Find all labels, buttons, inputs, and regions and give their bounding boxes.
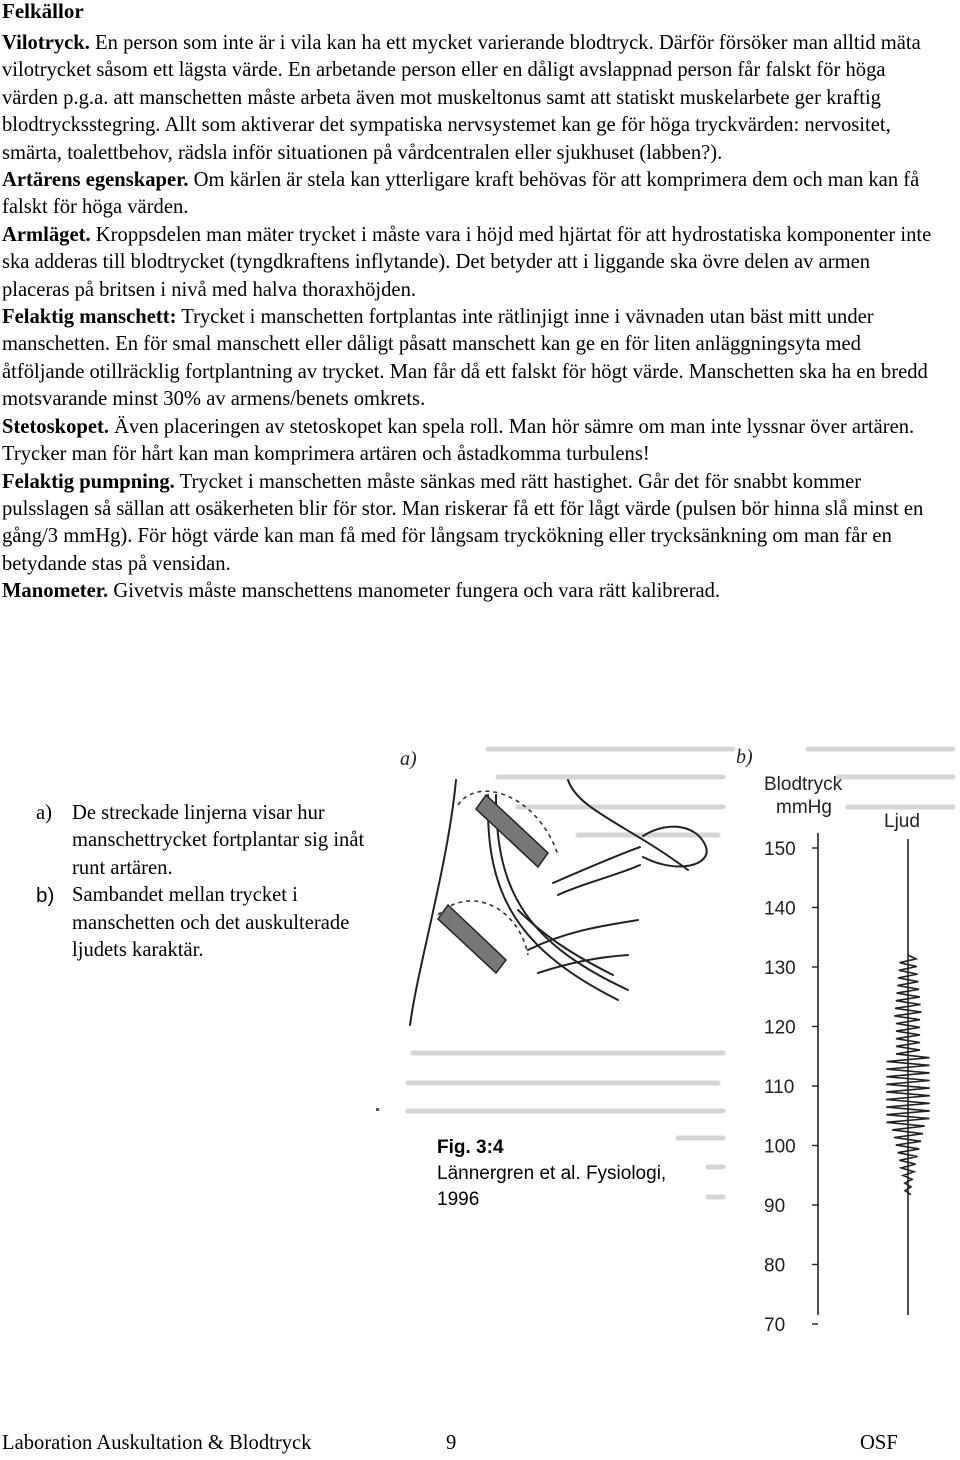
paragraph-body: Även placeringen av stetoskopet kan spela roll. Man hör sämre om man inte lyssnar över artären. Trycker man för hårt kan man komprimera artären och åstadkomma turbulens!: [2, 415, 915, 466]
paragraph-title: Vilotryck.: [2, 32, 90, 54]
paragraph-stetoskopet: [2, 414, 942, 469]
arm-illustration: [410, 780, 707, 1025]
caption-text: Sambandet mellan trycket i manschetten och det auskulterade ljudets karaktär.: [72, 884, 350, 962]
figure-captions: [36, 800, 366, 964]
paragraph-body: Trycket i manschetten måste sänkas med rätt hastighet. Går det för snabbt kommer pulsslagen så sällan att osäkerheten blir för stor. Man riskerar få ett för lågt värde (pulsen bör hinna slå minst en gång/3 mmHg). För högt värde kan man få med för långsam tryckökning eller trycksänkning om man får en betydande stas på vensidan.: [2, 470, 924, 575]
paragraph-title: Felaktig pumpning.: [2, 470, 175, 493]
paragraph-artarens-egenskaper: [2, 167, 942, 222]
paragraph-title: Armläget.: [2, 223, 91, 246]
paragraph-body: Trycket i manschetten fortplantas inte rätlinjigt inne i vävnaden utan bäst mitt under manschetten. En för smal manschett eller dåligt påsatt manschett kan ge en för liten anläggningsyta med åtföljande otillräcklig fortplantning av trycket. Man får då ett falskt för högt värde. Manschetten ska ha en bredd motsvarande minst 30% av armens/benets omkrets.: [2, 306, 928, 411]
y-axis-unit: mmHg: [776, 797, 832, 818]
tick-label: 120: [764, 1017, 796, 1039]
paragraph-armlaget: [2, 222, 942, 304]
caption-a: [36, 800, 366, 882]
panel-a-label: a): [400, 748, 417, 770]
paragraph-body: Kroppsdelen man mäter trycket i måste vara i höjd med hjärtat för att hydrostatiska komponenter inte ska adderas till blodtrycket (tyngdkraftens inflytande). Det betyder att i liggande ska övre delen av armen placeras på britsen i nivå med halva thoraxhöjden.: [2, 223, 932, 301]
paragraph-title: Manometer.: [2, 580, 109, 603]
figure-credit: [437, 1135, 666, 1213]
tick-label: 140: [764, 898, 796, 920]
tick-label: 90: [764, 1196, 786, 1217]
y-axis-title: Blodtryck: [764, 774, 843, 795]
sound-waveform: [886, 955, 930, 1194]
footer-title: Laboration Auskultation & Blodtryck: [2, 1432, 312, 1454]
figure-source: Lännergren et al. Fysiologi,: [437, 1163, 667, 1184]
paragraph-felaktig-pumpning: [2, 469, 942, 579]
paragraph-title: Stetoskopet.: [2, 415, 109, 438]
paragraph-manometer: [2, 578, 942, 605]
tick-label: 80: [764, 1255, 786, 1277]
tick-label: 100: [764, 1136, 796, 1158]
footer-initials: OSF: [860, 1432, 898, 1454]
page-number: 9: [446, 1432, 457, 1454]
blood-pressure-figure: [378, 735, 960, 1335]
cuff-shapes: [438, 795, 548, 973]
tick-label: 130: [764, 958, 796, 979]
tick-label: 150: [764, 839, 796, 860]
paragraph-vilotryck: [2, 30, 942, 167]
axis-ticks: [764, 839, 818, 1335]
paragraph-body: Om kärlen är stela kan ytterligare kraft behövas för att komprimera dem och man kan få falskt för höga värden.: [2, 169, 920, 219]
paragraph-felaktig-manschett: [2, 304, 942, 414]
paragraph-body: En person som inte är i vila kan ha ett mycket varierande blodtryck. Därför försöker man alltid mäta vilotrycket såsom ett lägsta värde. En arbetande person eller en dåligt avslappnad person får falskt för höga värden p.g.a. att manschetten måste arbeta även mot muskeltonus samt att statiskt muskelarbete ger kraftig blodtrycksstegring. Allt som aktiverar det sympatiska nervsystemet kan ge för höga tryckvärden: nervositet, smärta, toalettbehov, rädsla inför situationen på vårdcentralen eller sjukhuset (labben?).: [2, 32, 921, 164]
paragraph-title: Artärens egenskaper.: [2, 169, 189, 192]
tick-label: 110: [764, 1077, 795, 1098]
figure-year: 1996: [437, 1189, 480, 1210]
caption-b: [36, 882, 366, 964]
section-heading: Felkällor: [2, 0, 84, 23]
tick-label: 70: [764, 1315, 786, 1335]
caption-text: De streckade linjerna visar hur manschettrycket fortplantar sig inåt runt artären.: [72, 802, 365, 879]
body-text: [2, 30, 942, 606]
paragraph-body: Givetvis måste manschettens manometer fungera och vara rätt kalibrerad.: [108, 580, 721, 603]
figure-number: Fig. 3:4: [437, 1137, 504, 1158]
caption-letter: a): [36, 802, 52, 824]
panel-b-label: b): [736, 746, 753, 768]
caption-letter: b): [36, 884, 55, 908]
sound-label: Ljud: [884, 811, 920, 832]
paragraph-title: Felaktig manschett:: [2, 306, 177, 329]
